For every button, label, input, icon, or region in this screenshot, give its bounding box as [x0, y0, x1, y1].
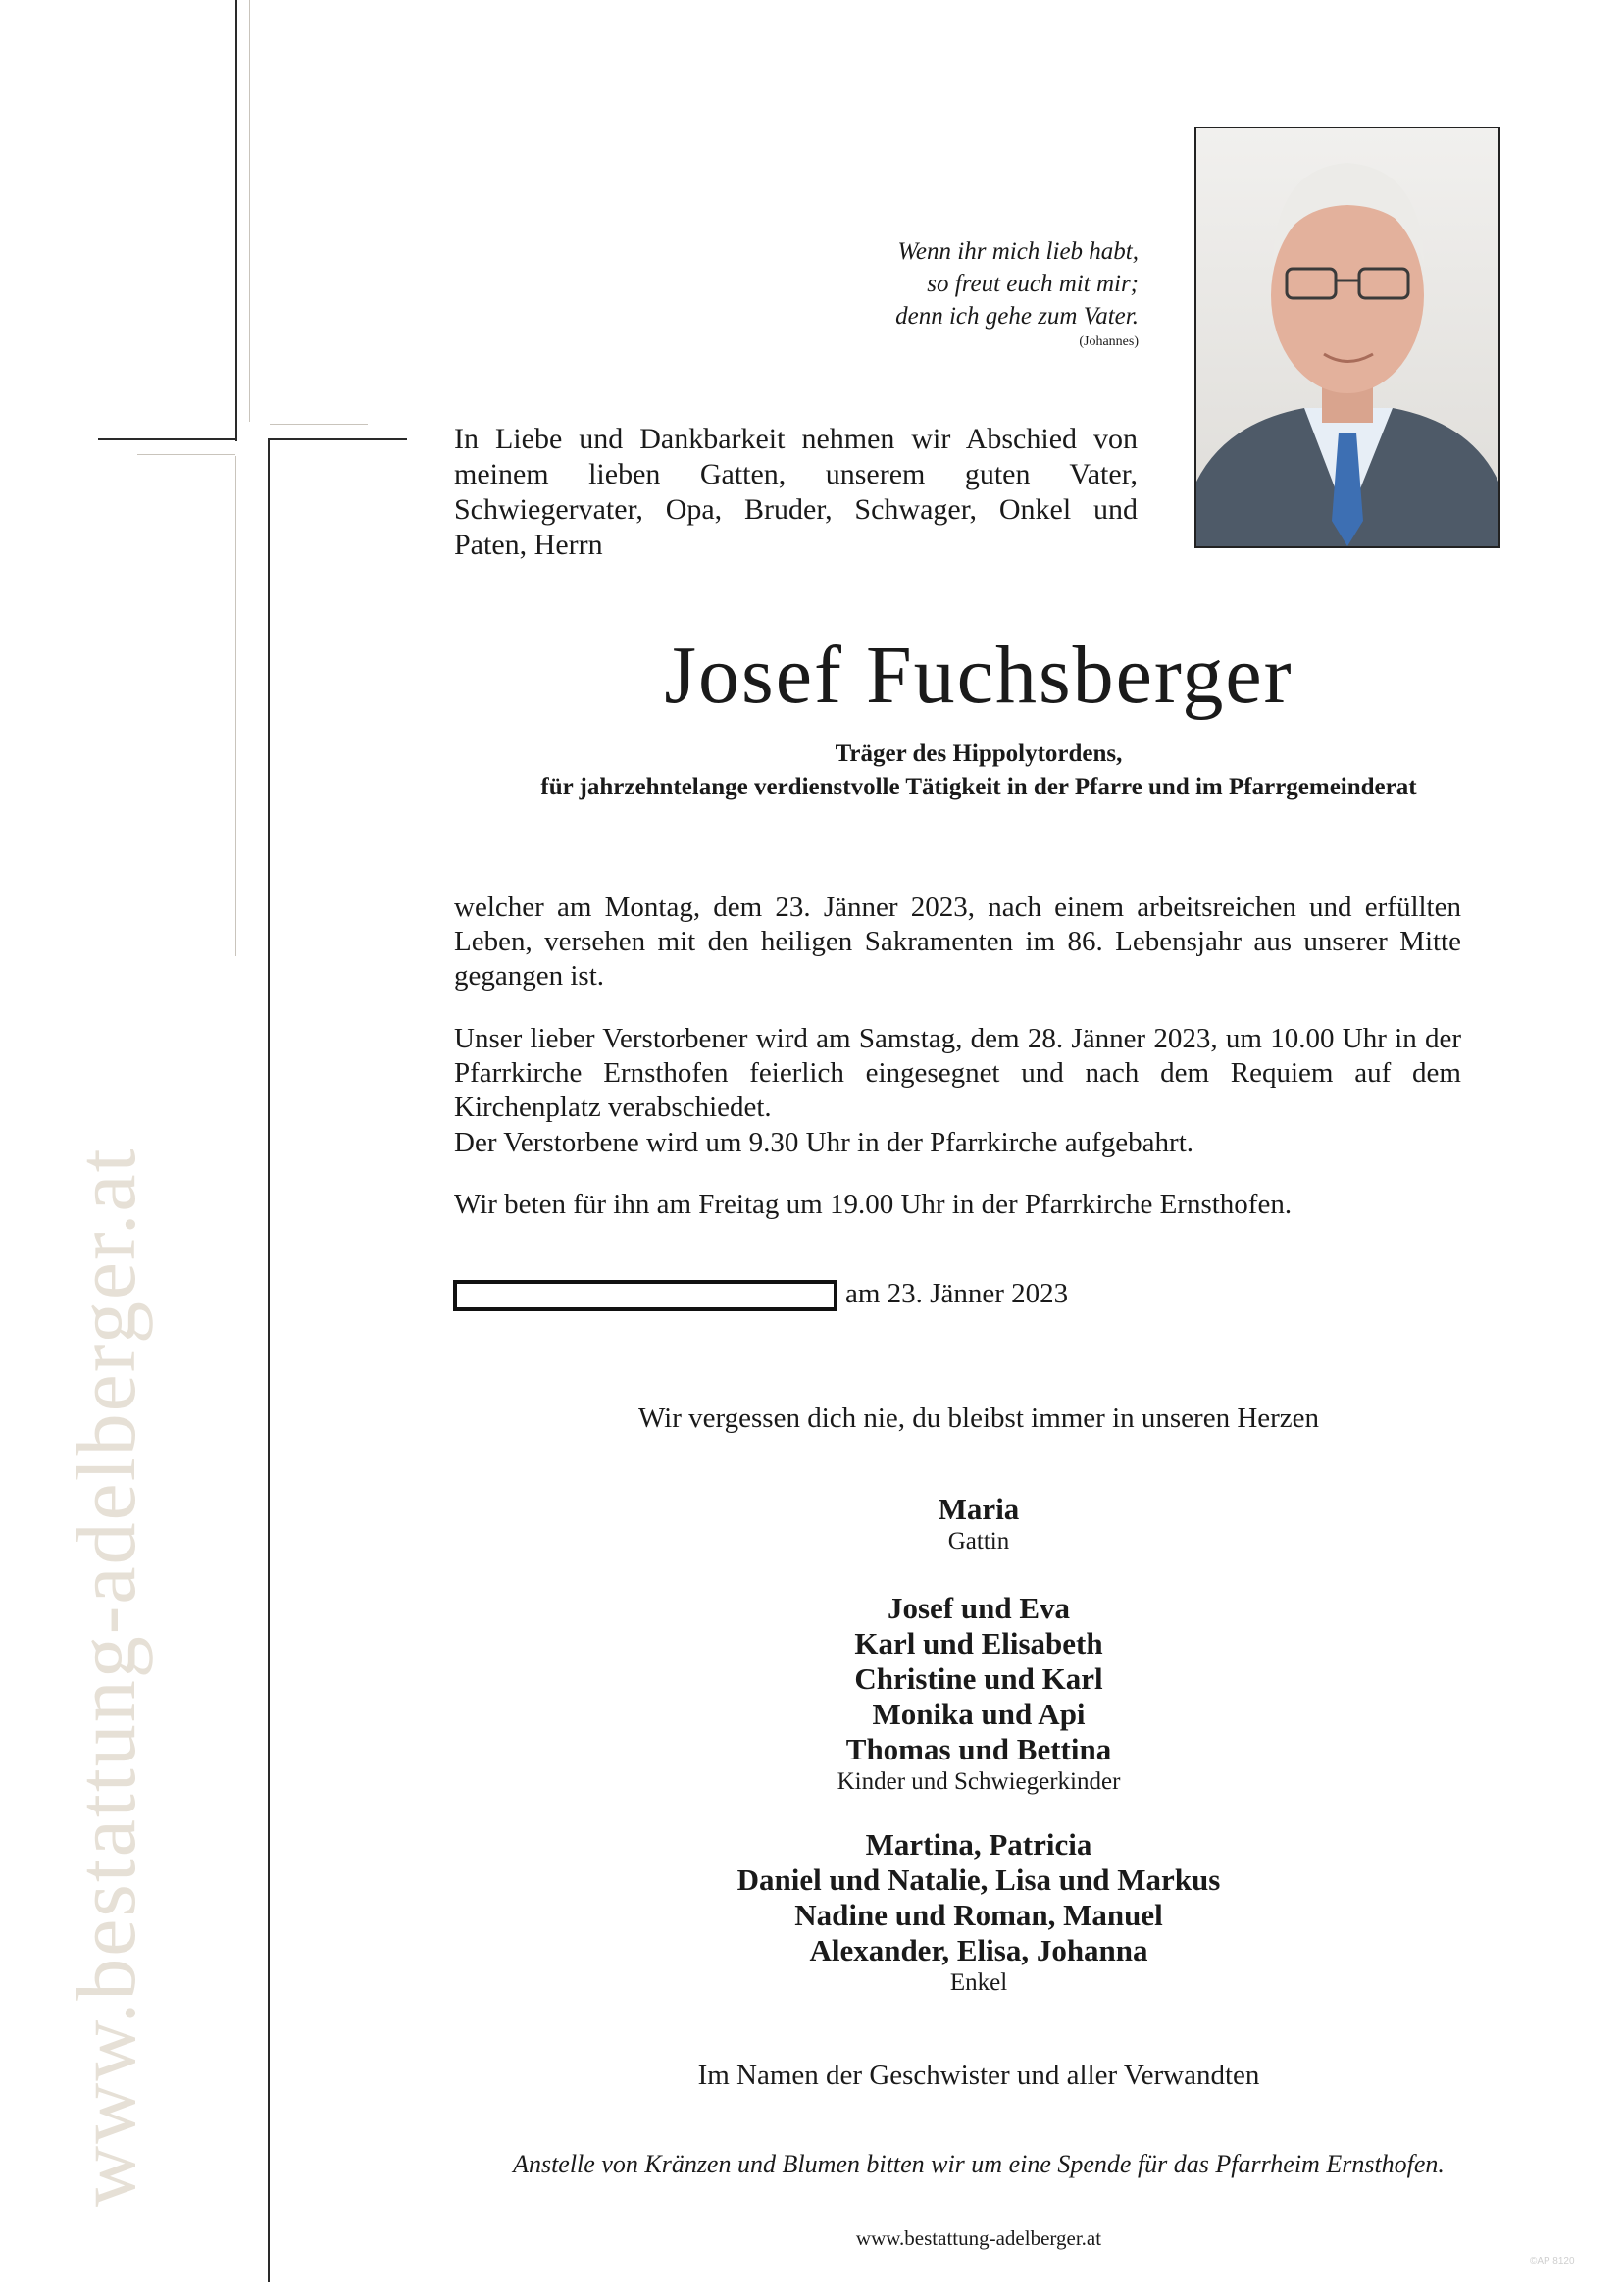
cross-vertical-upper — [235, 0, 237, 441]
cross-horizontal-left — [98, 438, 237, 440]
children-name: Monika und Api — [872, 1697, 1086, 1731]
spouse-block — [454, 1492, 1503, 1556]
spouse-role: Gattin — [947, 1528, 1010, 1555]
cross-horizontal-right — [270, 438, 407, 440]
quote-source: (Johannes) — [1079, 334, 1139, 349]
funeral-paragraph: Unser lieber Verstorbener wird am Samstag, dem 28. Jänner 2023, um 10.00 Uhr in der Pfarrkirche Ernsthofen feierlich eingesegnet und nach dem Requiem auf dem Kirchenplatz verabschiedet. — [454, 1023, 1461, 1123]
print-code: ©AP 8120 — [1530, 2256, 1575, 2267]
portrait-photo — [1194, 127, 1500, 548]
donation-note: Anstelle von Kränzen und Blumen bitten wir um eine Spende für das Pfarrheim Ernsthofen. — [513, 2150, 1445, 2178]
children-name: Karl und Elisabeth — [854, 1626, 1103, 1660]
dateline: am 23. Jänner 2023 — [845, 1278, 1069, 1309]
grandchildren-name: Martina, Patricia — [865, 1827, 1092, 1861]
deceased-name: Josef Fuchsberger — [664, 630, 1294, 721]
honor-line-2: für jahrzehntelange verdienstvolle Tätigkeit in der Pfarre und im Pfarrgemeinderat — [540, 774, 1417, 800]
cross-horizontal-right-shadow — [270, 424, 368, 425]
children-name: Josef und Eva — [887, 1591, 1071, 1625]
grandchildren-role: Enkel — [949, 1969, 1008, 1996]
portrait-icon — [1196, 128, 1498, 546]
cross-vertical-upper-shadow — [249, 0, 250, 422]
prayer-paragraph: Wir beten für ihn am Freitag um 19.00 Uhr in der Pfarrkirche Ernsthofen. — [454, 1189, 1293, 1220]
honor-text — [454, 738, 1503, 804]
grandchildren-name: Alexander, Elisa, Johanna — [809, 1933, 1148, 1967]
quote-line-1: Wenn ihr mich lieb habt, — [897, 238, 1139, 265]
quote-line-2: so freut euch mit mir; — [927, 271, 1139, 297]
grandchildren-name: Nadine und Roman, Manuel — [794, 1898, 1163, 1932]
children-role: Kinder und Schwiegerkinder — [837, 1768, 1121, 1795]
intro-text: In Liebe und Dankbarkeit nehmen wir Abschied von meinem lieben Gatten, unserem guten Vater, Schwiegervater, Opa, Bruder, Schwager, Onkel und Paten, Herrn — [454, 423, 1138, 561]
redacted-place-box — [453, 1280, 837, 1311]
closing-line: Im Namen der Geschwister und aller Verwandten — [697, 2060, 1260, 2091]
motto: Wir vergessen dich nie, du bleibst immer in unseren Herzen — [637, 1402, 1320, 1434]
viewing-paragraph: Der Verstorbene wird um 9.30 Uhr in der Pfarrkirche aufgebahrt. — [454, 1127, 1194, 1158]
cross-vertical-lower — [268, 438, 270, 2282]
grandchildren-name: Daniel und Natalie, Lisa und Markus — [736, 1862, 1221, 1897]
quote-line-3: denn ich gehe zum Vater. — [895, 303, 1139, 330]
spouse-name: Maria — [938, 1492, 1020, 1526]
children-name: Thomas und Bettina — [845, 1732, 1112, 1766]
death-paragraph: welcher am Montag, dem 23. Jänner 2023, nach einem arbeitsreichen und erfüllten Leben, versehen mit den heiligen Sakramenten im 86. Lebensjahr aus unserer Mitte gegangen ist. — [454, 892, 1461, 992]
grandchildren-block — [454, 1827, 1503, 1998]
cross-horizontal-left-shadow — [137, 454, 235, 455]
children-name: Christine und Karl — [854, 1661, 1103, 1696]
honor-line-1: Träger des Hippolytordens, — [835, 740, 1123, 767]
watermark: www.bestattung-adelberger.at — [59, 1147, 153, 2207]
bible-quote — [895, 235, 1139, 352]
footer-url: www.bestattung-adelberger.at — [855, 2226, 1102, 2250]
cross-vertical-lower-shadow — [235, 456, 236, 956]
children-block — [454, 1591, 1503, 1797]
